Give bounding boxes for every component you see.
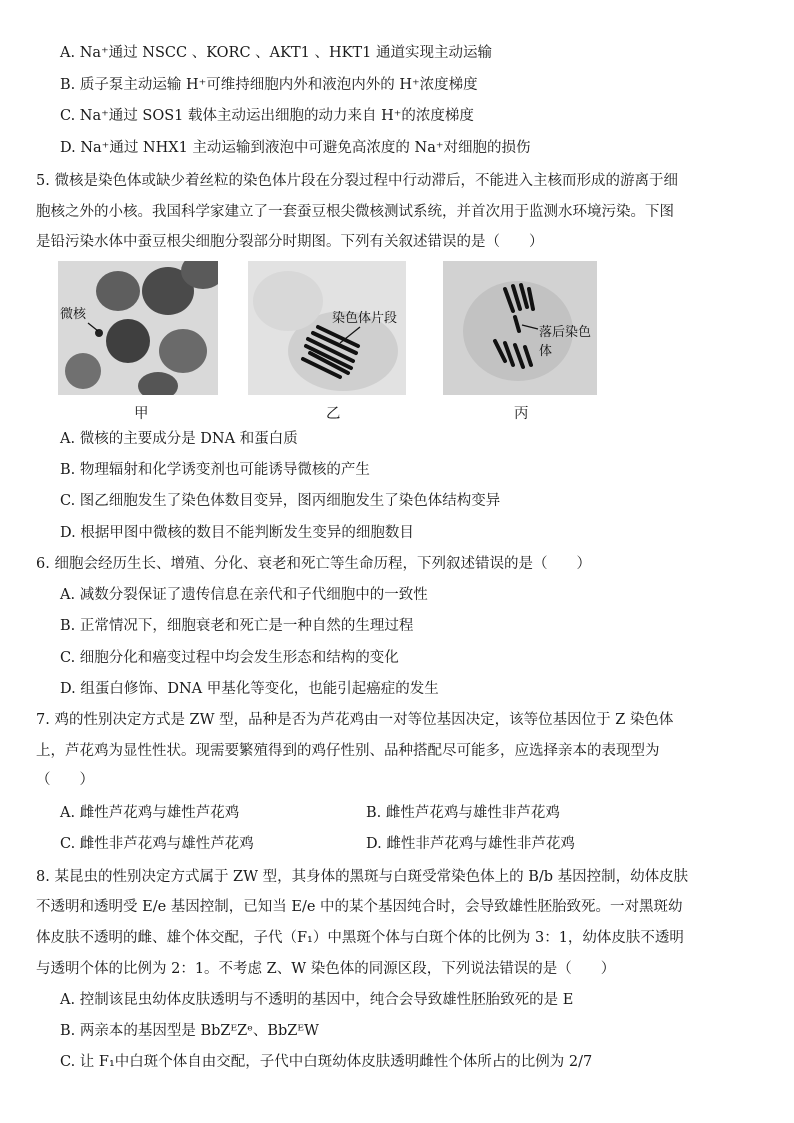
q5-stem-line1: 5. 微核是染色体或缺少着丝粒的染色体片段在分裂过程中行动滞后，不能进入主核而形成的游离于细 — [36, 173, 678, 189]
q7-option-b: B. 雌性芦花鸡与雄性非芦花鸡 — [366, 805, 560, 821]
q5-option-c: C. 图乙细胞发生了染色体数目变异，图丙细胞发生了染色体结构变异 — [60, 493, 501, 509]
micrograph-bing — [443, 261, 597, 395]
q6-option-d: D. 组蛋白修饰、DNA 甲基化等变化，也能引起癌症的发生 — [60, 681, 439, 697]
q7-option-a: A. 雌性芦花鸡与雄性芦花鸡 — [60, 805, 240, 821]
q7-stem-line2: 上，芦花鸡为显性性状。现需要繁殖得到的鸡仔性别、品种搭配尽可能多，应选择亲本的表现型为 — [36, 743, 660, 759]
q5-stem-line3: 是铅污染水体中蚕豆根尖细胞分裂部分时期图。下列有关叙述错误的是（ ） — [36, 234, 544, 250]
q7-option-c: C. 雌性非芦花鸡与雄性芦花鸡 — [60, 836, 254, 852]
q8-stem-line2: 不透明和透明受 E/e 基因控制，已知当 E/e 中的某个基因纯合时，会导致雄性胚胎致死。一对黑斑幼 — [36, 899, 683, 915]
label-micronucleus: 微核 — [60, 307, 87, 322]
micrograph-jia — [58, 261, 218, 395]
q6-option-c: C. 细胞分化和癌变过程中均会发生形态和结构的变化 — [60, 650, 399, 666]
label-chromosome-fragment: 染色体片段 — [332, 311, 398, 326]
q8-stem-line4: 与透明个体的比例为 2：1。不考虑 Z、W 染色体的同源区段，下列说法错误的是（ ） — [36, 961, 616, 977]
q6-stem: 6. 细胞会经历生长、增殖、分化、衰老和死亡等生命历程，下列叙述错误的是（ ） — [36, 556, 591, 572]
q4-option-b: B. 质子泵主动运输 H⁺可维持细胞内外和液泡内外的 H⁺浓度梯度 — [60, 77, 478, 93]
micrograph-yi-image — [248, 261, 406, 395]
q8-option-a: A. 控制该昆虫幼体皮肤透明与不透明的基因中，纯合会导致雄性胚胎致死的是 E — [60, 992, 574, 1008]
q7-stem-line1: 7. 鸡的性别决定方式是 ZW 型，品种是否为芦花鸡由一对等位基因决定，该等位基因位于 Z 染色体 — [36, 712, 674, 728]
q7-stem-line3: （ ） — [36, 772, 94, 788]
q6-option-b: B. 正常情况下，细胞衰老和死亡是一种自然的生理过程 — [60, 618, 414, 634]
micrograph-jia-image — [58, 261, 218, 395]
micrograph-yi — [248, 261, 406, 395]
q4-option-c: C. Na⁺通过 SOS1 载体主动运出细胞的动力来自 H⁺的浓度梯度 — [60, 108, 474, 124]
q7-option-d: D. 雌性非芦花鸡与雄性非芦花鸡 — [366, 836, 575, 852]
q8-option-c: C. 让 F₁中白斑个体自由交配，子代中白斑幼体皮肤透明雌性个体所占的比例为 2/7 — [60, 1054, 593, 1070]
q5-option-d: D. 根据甲图中微核的数目不能判断发生变异的细胞数目 — [60, 525, 414, 541]
label-lagging-chromosome: 落后染色体 — [539, 325, 592, 359]
q4-option-d: D. Na⁺通过 NHX1 主动运输到液泡中可避免高浓度的 Na⁺对细胞的损伤 — [60, 140, 531, 156]
q5-option-a: A. 微核的主要成分是 DNA 和蛋白质 — [60, 431, 298, 447]
q5-option-b: B. 物理辐射和化学诱变剂也可能诱导微核的产生 — [60, 462, 370, 478]
q4-option-a: A. Na⁺通过 NSCC 、KORC 、AKT1 、HKT1 通道实现主动运输 — [60, 45, 492, 61]
caption-jia: 甲 — [134, 406, 149, 422]
q8-stem-line1: 8. 某昆虫的性别决定方式属于 ZW 型，其身体的黑斑与白斑受常染色体上的 B/b 基因控制，幼体皮肤 — [36, 869, 689, 885]
q5-stem-line2: 胞核之外的小核。我国科学家建立了一套蚕豆根尖微核测试系统，并首次用于监测水环境污染。下图 — [36, 204, 674, 220]
caption-yi: 乙 — [326, 406, 341, 422]
q8-stem-line3: 体皮肤不透明的雌、雄个体交配，子代（F₁）中黑斑个体与白斑个体的比例为 3：1，幼体皮肤不透明 — [36, 930, 684, 946]
caption-bing: 丙 — [514, 406, 529, 422]
q6-option-a: A. 减数分裂保证了遗传信息在亲代和子代细胞中的一致性 — [60, 587, 428, 603]
q8-option-b: B. 两亲本的基因型是 BbZᴱZᵉ、BbZᴱW — [60, 1023, 319, 1039]
